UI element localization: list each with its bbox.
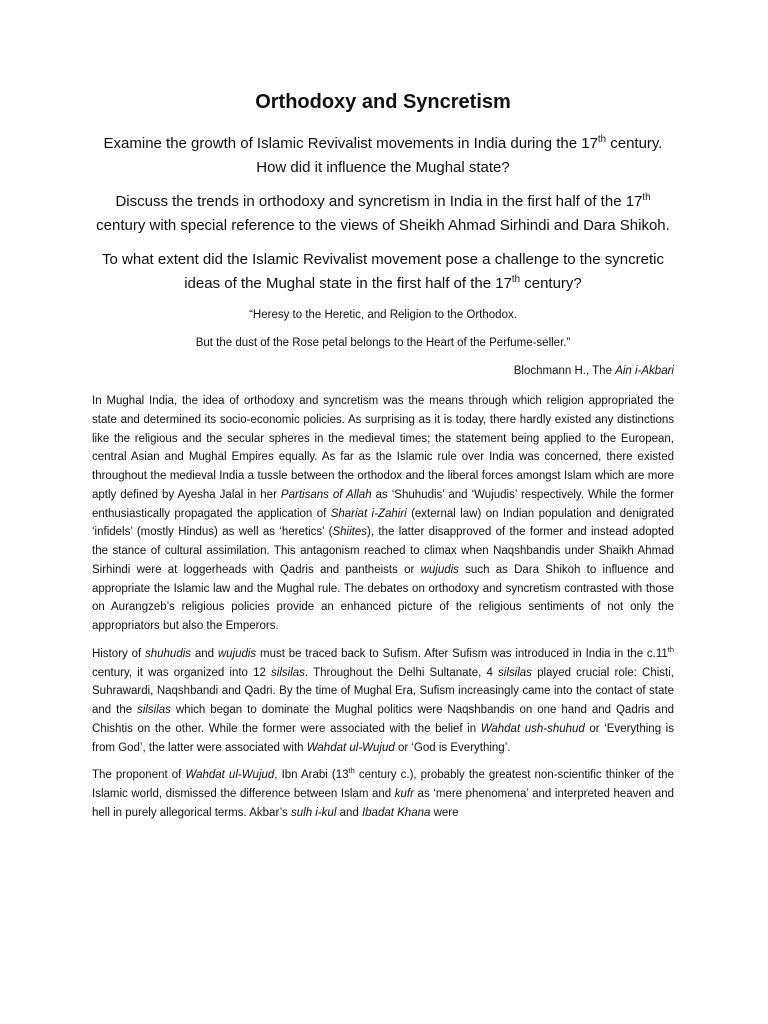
- text-run: must be traced back to Sufism. After Sufism was introduced in India in the c.11: [256, 647, 668, 660]
- text-run: which began to dominate the Mughal politics were Naqshbandis on one hand and Qadris and Chishtis on the other. While the former were associated with the belief in: [92, 704, 674, 735]
- text-run: (external law) on Indian population and denigrated ‘infidels’ (mostly Hindus) as well as ‘heretics’ (: [92, 507, 674, 539]
- italic-text: silsilas: [271, 666, 305, 679]
- italic-text: Wahdat ush-shuhud: [480, 722, 585, 735]
- paragraph-1: [92, 392, 674, 636]
- text-run: History of: [92, 647, 145, 660]
- text-run: such as Dara Shikoh to influence and appropriate the Islamic law and the Mughal rule. The debates on orthodoxy and syncretism contrasted with those on Aurangzeb’s religious policies provide an enhanced picture of the religious sentiments of not only the appropriators but also the Emperors.: [92, 563, 674, 632]
- italic-text: kufr: [394, 788, 414, 800]
- text-run: played crucial role: Chisti, Suhrawardi, Naqshbandi and Qadri. By the time of Mughal Era, Sufism increasingly came into the contact of state and the: [92, 666, 674, 716]
- italic-text: silsilas: [137, 704, 171, 716]
- superscript-text: th: [597, 134, 607, 145]
- text-run: were: [430, 806, 459, 819]
- question-list: [92, 132, 674, 296]
- italic-text: sulh i-kul: [291, 806, 337, 819]
- italic-text: wujudis: [420, 563, 459, 576]
- text-run: To what extent did the Islamic Revivalist movement pose a challenge to the syncretic ideas of the Mughal state in the first half of the 17: [102, 251, 664, 292]
- italic-text: Partisans of Allah: [280, 488, 372, 501]
- text-run: or ‘Everything is from God’, the latter were associated with: [92, 722, 674, 754]
- text-run: as ‘mere phenomena’ and interpreted heaven and hell in purely allegorical terms. Akbar’s: [92, 788, 674, 819]
- epigraph-line-2: But the dust of the Rose petal belongs to the Heart of the Perfume-seller.”: [195, 337, 571, 349]
- text-run: as ‘Shuhudis’ and ‘Wujudis’ respectively. While the former enthusiastically propagated the application of: [92, 488, 674, 520]
- paragraph-3: [92, 766, 674, 822]
- question-2: [92, 190, 674, 238]
- italic-text: silsilas: [498, 666, 532, 679]
- superscript-text: th: [348, 766, 355, 776]
- text-run: and: [336, 806, 362, 819]
- superscript-text: th: [642, 192, 651, 203]
- text-run: ), the latter disapproved of the former and instead adopted the stance of cultural assimilation. This antagonism reached to climax when Naqshbandis under Shaikh Ahmad Sirhindi were at loggerheads with Qadris and pantheists or: [92, 526, 674, 576]
- italic-text: Shiites: [332, 526, 367, 539]
- question-1: [92, 132, 674, 180]
- epigraph-line-1: “Heresy to the Heretic, and Religion to the Orthodox.: [249, 309, 517, 321]
- epigraph: [92, 306, 674, 380]
- italic-text: Ain i-Akbari: [615, 365, 674, 377]
- italic-text: wujudis: [217, 647, 257, 660]
- text-run: century, it was organized into 12: [92, 666, 272, 679]
- superscript-text: th: [667, 644, 675, 654]
- text-run: Discuss the trends in orthodoxy and syncretism in India in the first half of the 17: [115, 193, 643, 210]
- paragraph-2: [92, 645, 674, 758]
- text-run: Examine the growth of Islamic Revivalist movements in India during the 17: [103, 135, 598, 152]
- text-run: century with special reference to the views of Sheikh Ahmad Sirhindi and Dara Shikoh.: [96, 217, 670, 234]
- text-run: Blochmann H., The: [513, 365, 616, 377]
- text-run: century?: [520, 275, 582, 292]
- text-run: century c.), probably the greatest non-scientific thinker of the Islamic world, dismissed the difference between Islam and: [92, 769, 674, 800]
- italic-text: shuhudis: [144, 647, 192, 660]
- text-run: The proponent of: [92, 769, 186, 782]
- italic-text: Ibadat Khana: [361, 806, 431, 819]
- epigraph-attribution: [92, 362, 674, 380]
- italic-text: Wahdat ul-Wujud: [185, 769, 275, 782]
- question-3: [92, 248, 674, 296]
- text-run: . Throughout the Delhi Sultanate, 4: [304, 666, 499, 679]
- text-run: , Ibn Arabi (13: [274, 769, 349, 782]
- page-title: Orthodoxy and Syncretism: [255, 91, 511, 113]
- superscript-text: th: [511, 274, 521, 285]
- italic-text: Wahdat ul-Wujud: [306, 741, 395, 754]
- text-run: century. How did it influence the Mughal state?: [256, 135, 663, 176]
- text-run: or ‘God is Everything’.: [394, 741, 511, 754]
- text-run: In Mughal India, the idea of orthodoxy and syncretism was the means through which religion appropriated the state and determined its socio-economic policies. As surprising as it is today, there hardly existed any distinctions like the religious and the secular spheres in the medieval times; the statement being applied to the European, central Asian and Mughal Empires equally. As far as the Islamic rule over India was concerned, there existed throughout the medieval India a tussle between the orthodox and the liberal forces amongst Islam which are more aptly defined by Ayesha Jalal in her: [92, 395, 674, 501]
- document-page: [92, 88, 674, 832]
- body-text: [92, 392, 674, 823]
- text-run: and: [191, 647, 218, 660]
- italic-text: Shariat i-Zahiri: [330, 507, 407, 520]
